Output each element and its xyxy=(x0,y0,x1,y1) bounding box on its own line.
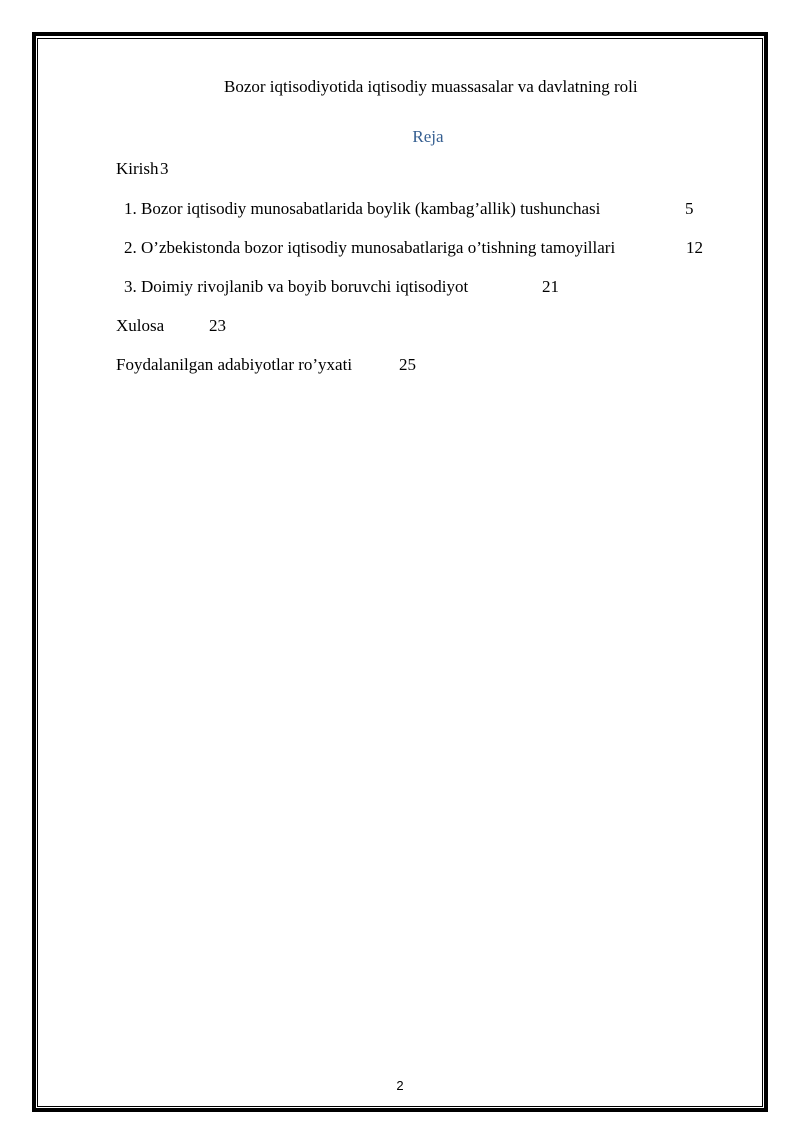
toc-entry-page: 21 xyxy=(542,277,559,296)
toc-entry-page: 23 xyxy=(209,316,226,335)
toc-entry-label: 3. Doimiy rivojlanib va boyib boruvchi iqtisodiyot xyxy=(124,277,469,296)
toc-entry-label: Foydalanilgan adabiyotlar ro’yxati xyxy=(116,355,353,374)
toc-entry-label: Kirish xyxy=(116,159,159,178)
toc-entry-label: 2. O’zbekistonda bozor iqtisodiy munosabatlariga o’tishning tamoyillari xyxy=(124,238,616,257)
toc-entry-label: 1. Bozor iqtisodiy munosabatlarida boylik (kambag’allik) tushunchasi xyxy=(124,199,601,218)
toc-entry-page: 12 xyxy=(686,238,703,257)
page-number: 2 xyxy=(396,1078,404,1093)
toc-entry-page: 3 xyxy=(160,159,169,178)
toc-entry-label: Xulosa xyxy=(116,316,165,335)
toc-entry-page: 25 xyxy=(399,355,416,374)
document-title: Bozor iqtisodiyotida iqtisodiy muassasalar va davlatning roli xyxy=(224,77,638,96)
toc-entry-page: 5 xyxy=(685,199,694,218)
plan-heading: Reja xyxy=(412,127,444,146)
